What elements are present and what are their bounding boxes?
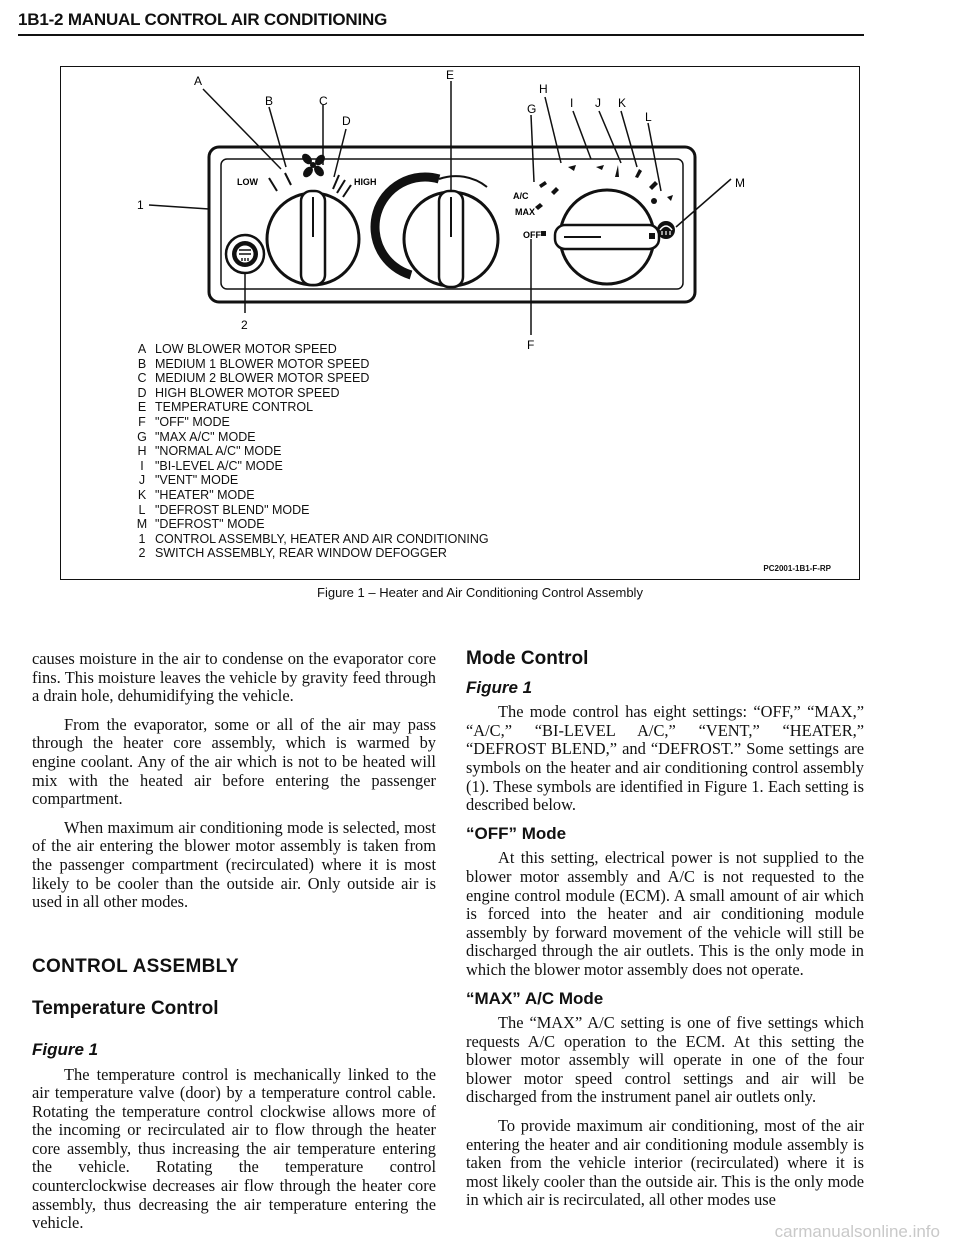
callout-g: G — [527, 102, 537, 116]
callout-2: 2 — [241, 318, 248, 332]
legend-item — [135, 371, 495, 386]
legend-item — [135, 517, 495, 532]
max-label: MAX — [515, 207, 535, 217]
heading-temperature-control: Temperature Control — [32, 998, 219, 1020]
legend-item — [135, 400, 495, 415]
legend-key: F — [138, 414, 146, 429]
figure-reference: Figure 1 — [466, 677, 533, 697]
heading-max-mode: “MAX” A/C Mode — [466, 988, 604, 1008]
watermark: carmanualsonline.info — [774, 1222, 940, 1241]
legend-text: "OFF" MODE — [155, 414, 230, 429]
legend-key: 2 — [138, 546, 146, 561]
callout-l: L — [645, 110, 652, 124]
callout-a: A — [194, 74, 203, 88]
right-paragraph-1: The mode control has eight settings: “OFF,” “MAX,” “A/C,” “BI-LEVEL A/C,” “VENT,” “HEATER,” “DEFROST BLEND,” and “DEFROST.” Some settings are symbols on the heater and air conditioning control assembly (1). These symbols are identified in Figure 1. Each setting is described below. — [466, 702, 864, 815]
left-paragraph-2: From the evaporator, some or all of the air may pass through the heater core assembly, which is warmed by engine coolant. Any of the air which is not to be heated will mix with the heated air before entering the passenger compartment. — [32, 714, 436, 809]
legend-key: J — [138, 473, 146, 488]
callout-d: D — [342, 114, 351, 128]
ac-label: A/C — [513, 191, 529, 201]
temperature-knob — [404, 191, 498, 287]
legend-text: "MAX A/C" MODE — [155, 429, 256, 444]
callout-h: H — [539, 82, 548, 96]
figure-caption: Figure 1 – Heater and Air Conditioning Control Assembly — [317, 585, 643, 600]
legend-text: MEDIUM 2 BLOWER MOTOR SPEED — [155, 371, 370, 386]
legend-text: "VENT" MODE — [155, 473, 239, 488]
legend-key: I — [140, 458, 144, 473]
callout-k: K — [618, 96, 627, 110]
legend-key: 1 — [138, 531, 146, 546]
legend-text: "DEFROST" MODE — [155, 517, 265, 532]
legend-item — [135, 503, 495, 518]
legend-item — [135, 532, 495, 547]
legend-key: E — [137, 400, 147, 415]
rear-defogger-switch — [226, 235, 264, 273]
right-paragraph-4: To provide maximum air conditioning, most of the air entering the heater and air conditioning module assembly is taken from the vehicle interior (recirculated) where it is most likely cooler than the outside air. This is the only mode in which air is recirculated, all other modes use — [466, 1116, 864, 1210]
page-header: 1B1-2 MANUAL CONTROL AIR CONDITIONING — [18, 10, 864, 36]
left-column — [32, 650, 436, 1243]
legend-item — [135, 386, 495, 401]
legend-text: "DEFROST BLEND" MODE — [155, 502, 310, 517]
right-paragraph-2: At this setting, electrical power is not supplied to the blower motor assembly and A/C is not requested to the engine control module (ECM). A small amount of air which is forced into the heater and air conditioning module assembly by forward movement of the vehicle will still be discharged through the air outlets. This is the only mode in which the blower motor assembly does not operate. — [466, 848, 864, 979]
legend-key: D — [137, 385, 147, 400]
legend-key: C — [137, 371, 147, 386]
left-paragraph-3: When maximum air conditioning mode is selected, most of the air entering the blower motor assembly is taken from the passenger compartment (recirculated) where it is most likely to be cooler than the outside air. Only outside air is used in all other modes. — [32, 817, 436, 912]
heading-mode-control: Mode Control — [466, 648, 589, 669]
off-label: OFF — [523, 230, 541, 240]
legend-text: "HEATER" MODE — [155, 487, 255, 502]
legend-item — [135, 444, 495, 459]
right-column — [466, 650, 864, 1220]
legend-item — [135, 430, 495, 445]
legend-item — [135, 415, 495, 430]
callout-j: J — [595, 96, 601, 110]
heading-off-mode: “OFF” Mode — [466, 823, 567, 843]
defrost-icon — [657, 221, 675, 239]
legend-item — [135, 459, 495, 474]
legend-item — [135, 342, 495, 357]
legend-text: SWITCH ASSEMBLY, REAR WINDOW DEFOGGER — [155, 546, 447, 561]
callout-b: B — [265, 94, 274, 108]
figure-reference: Figure 1 — [32, 1039, 99, 1059]
legend-key: M — [136, 517, 148, 532]
legend-text: "NORMAL A/C" MODE — [155, 444, 282, 459]
legend-item — [135, 546, 495, 561]
figure-frame — [60, 66, 860, 580]
left-paragraph-4: The temperature control is mechanically linked to the air temperature valve (door) by a temperature control cable. Rotating the temperature control clockwise allows more of the incoming or recirculated air to flow through the heater core assembly, thus increasing the air temperature entering the vehicle. Rotating the temperature control counterclockwise decreases air flow through the heater core assembly, thus decreasing the air temperature entering the vehicle. — [32, 1064, 436, 1233]
blower-knob — [267, 191, 359, 285]
legend-key: B — [137, 356, 147, 371]
high-label: HIGH — [354, 177, 377, 187]
legend-key: G — [137, 429, 147, 444]
mode-knob — [555, 190, 659, 284]
callout-i: I — [570, 96, 574, 110]
callout-f: F — [527, 338, 535, 352]
figure-code: PC2001-1B1-F-RP — [763, 564, 831, 573]
legend-text: LOW BLOWER MOTOR SPEED — [155, 342, 337, 356]
legend-text: "BI-LEVEL A/C" MODE — [155, 458, 283, 473]
figure-legend — [135, 342, 495, 561]
heading-control-assembly: CONTROL ASSEMBLY — [32, 955, 239, 977]
legend-text: CONTROL ASSEMBLY, HEATER AND AIR CONDITIONING — [155, 531, 489, 546]
callout-c: C — [319, 94, 328, 108]
legend-key: K — [137, 487, 147, 502]
legend-key: L — [138, 502, 146, 517]
callout-e: E — [446, 68, 455, 82]
legend-key: A — [137, 342, 147, 356]
right-paragraph-3: The “MAX” A/C setting is one of five settings which requests A/C operation to the ECM. At this setting the blower motor assembly will operate in one of the four blower motor speed control settings and air will be discharged from the instrument panel air outlets only. — [466, 1013, 864, 1107]
legend-item — [135, 488, 495, 503]
legend-item — [135, 357, 495, 372]
legend-key: H — [137, 444, 147, 459]
left-paragraph-1: causes moisture in the air to condense on the evaporator core fins. This moisture leaves the vehicle by gravity feed through a drain hole, dehumidifying the vehicle. — [32, 649, 436, 706]
legend-text: HIGH BLOWER MOTOR SPEED — [155, 385, 340, 400]
legend-text: TEMPERATURE CONTROL — [155, 400, 314, 415]
callout-m: M — [735, 176, 745, 190]
legend-text: MEDIUM 1 BLOWER MOTOR SPEED — [155, 356, 370, 371]
low-label: LOW — [237, 177, 258, 187]
callout-1: 1 — [137, 198, 144, 212]
legend-item — [135, 473, 495, 488]
